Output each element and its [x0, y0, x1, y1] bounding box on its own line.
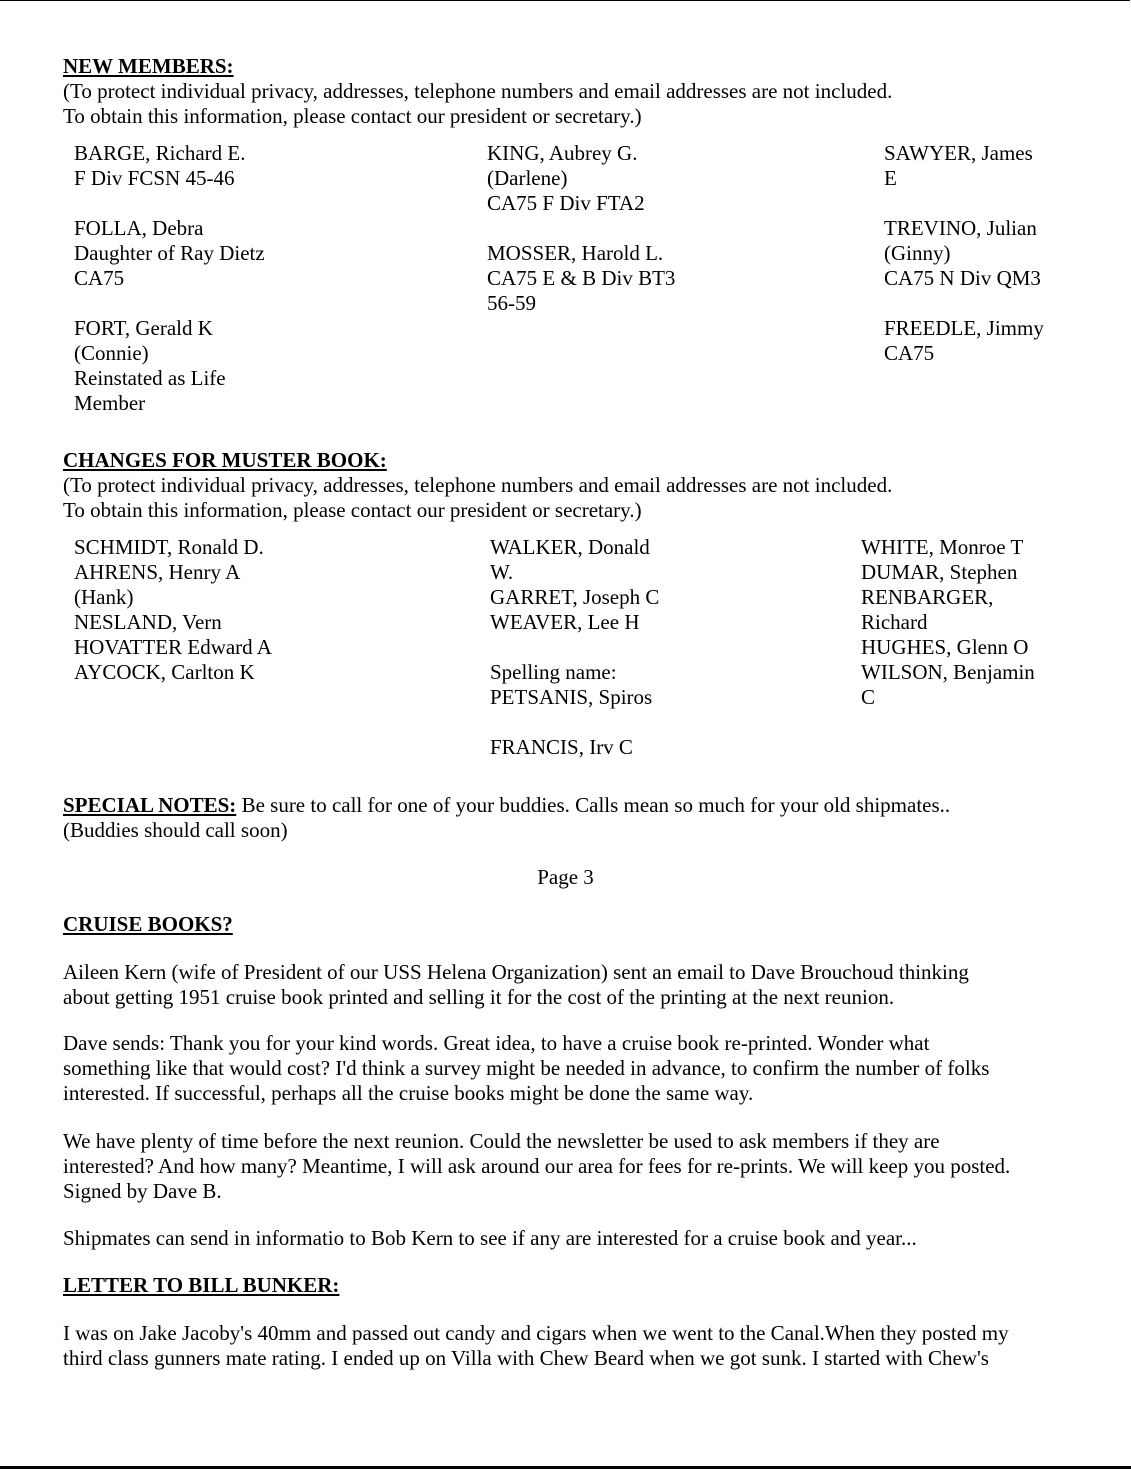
new-members-column-3: [884, 141, 1044, 366]
member-name: SAWYER, James: [884, 141, 1033, 165]
muster-entry: GARRET, Joseph C: [490, 585, 660, 609]
muster-changes-notice: [63, 473, 892, 523]
muster-entry: [490, 635, 659, 660]
paragraph-line: third class gunners mate rating. I ended up on Villa with Chew Beard when we got sunk. I started with Chew's: [63, 1346, 989, 1370]
member-entry: [74, 141, 265, 191]
muster-changes-column-2: [490, 535, 659, 760]
muster-entry: WALKER, Donald: [490, 535, 650, 559]
member-name: BARGE, Richard E.: [74, 141, 246, 165]
muster-entry: Richard: [861, 610, 928, 634]
member-detail: (Connie): [74, 341, 149, 365]
muster-changes-column-3: [861, 535, 1035, 710]
cruise-books-paragraph: [63, 960, 969, 1010]
page-number: Page 3: [537, 865, 594, 889]
new-members-column-2: [487, 141, 675, 316]
paragraph-line: I was on Jake Jacoby's 40mm and passed out candy and cigars when we went to the Canal.When they posted my: [63, 1321, 1009, 1345]
member-detail: Daughter of Ray Dietz: [74, 241, 265, 265]
member-name: TREVINO, Julian: [884, 216, 1037, 240]
member-entry: [884, 141, 1044, 191]
paragraph-line: interested. If successful, perhaps all the cruise books might be done the same way.: [63, 1081, 754, 1105]
member-entry: [884, 216, 1044, 291]
muster-entry: SCHMIDT, Ronald D.: [74, 535, 264, 559]
paragraph-line: about getting 1951 cruise book printed and selling it for the cost of the printing at the next reunion.: [63, 985, 895, 1009]
new-members-heading: NEW MEMBERS:: [63, 54, 234, 78]
new-members-notice: [63, 79, 892, 129]
member-detail: Member: [74, 391, 146, 415]
muster-changes-heading: CHANGES FOR MUSTER BOOK:: [63, 448, 387, 472]
paragraph-line: Signed by Dave B.: [63, 1179, 222, 1203]
member-name: KING, Aubrey G.: [487, 141, 638, 165]
letter-heading: LETTER TO BILL BUNKER:: [63, 1273, 340, 1297]
muster-entry: AYCOCK, Carlton K: [74, 660, 255, 684]
member-detail: CA75: [884, 341, 935, 365]
muster-entry: HUGHES, Glenn O: [861, 635, 1029, 659]
notice-line: To obtain this information, please contact our president or secretary.): [63, 498, 642, 522]
letter-body: [63, 1321, 1009, 1371]
notice-line: To obtain this information, please contact our president or secretary.): [63, 104, 642, 128]
member-detail: F Div FCSN 45-46: [74, 166, 235, 190]
muster-entry: Spelling name:: [490, 660, 617, 684]
member-detail: Reinstated as Life: [74, 366, 226, 390]
member-detail: (Ginny): [884, 241, 951, 265]
new-members-column-1: [74, 141, 265, 416]
muster-entry: AHRENS, Henry A: [74, 560, 241, 584]
cruise-books-paragraph: [63, 1226, 917, 1251]
muster-entry: [490, 710, 659, 735]
notice-line: (To protect individual privacy, addresses, telephone numbers and email addresses are not included.: [63, 79, 893, 103]
paragraph-line: Shipmates can send in informatio to Bob Kern to see if any are interested for a cruise book and year...: [63, 1226, 917, 1250]
member-entry: [884, 316, 1044, 366]
member-name: FORT, Gerald K: [74, 316, 213, 340]
member-entry: [487, 141, 675, 216]
member-entry: [487, 241, 675, 316]
member-name: FOLLA, Debra: [74, 216, 204, 240]
member-name: FREEDLE, Jimmy: [884, 316, 1044, 340]
member-detail: (Darlene): [487, 166, 568, 190]
cruise-books-paragraph: [63, 1031, 989, 1106]
member-detail: CA75: [74, 266, 125, 290]
member-name: MOSSER, Harold L.: [487, 241, 664, 265]
special-notes-heading: SPECIAL NOTES:: [63, 793, 237, 817]
member-detail: CA75 N Div QM3: [884, 266, 1041, 290]
muster-entry: RENBARGER,: [861, 585, 994, 609]
cruise-books-heading: CRUISE BOOKS?: [63, 912, 233, 936]
special-notes-text: (Buddies should call soon): [63, 818, 288, 842]
top-border: [0, 0, 1130, 1]
paragraph-line: Aileen Kern (wife of President of our USS Helena Organization) sent an email to Dave Brouchoud thinking: [63, 960, 969, 984]
muster-entry: PETSANIS, Spiros: [490, 685, 653, 709]
muster-entry: WILSON, Benjamin: [861, 660, 1035, 684]
muster-entry: C: [861, 685, 876, 709]
muster-entry: W.: [490, 560, 514, 584]
muster-entry: (Hank): [74, 585, 134, 609]
paragraph-line: We have plenty of time before the next reunion. Could the newsletter be used to ask members if they are: [63, 1129, 940, 1153]
member-detail: CA75 E & B Div BT3: [487, 266, 676, 290]
member-entry: [74, 316, 265, 416]
paragraph-line: something like that would cost? I'd think a survey might be needed in advance, to confirm the number of folks: [63, 1056, 990, 1080]
muster-entry: DUMAR, Stephen: [861, 560, 1018, 584]
muster-entry: WHITE, Monroe T: [861, 535, 1024, 559]
notice-line: (To protect individual privacy, addresses, telephone numbers and email addresses are not included.: [63, 473, 893, 497]
muster-changes-column-1: [74, 535, 272, 685]
member-entry: [74, 216, 265, 291]
paragraph-line: Dave sends: Thank you for your kind words. Great idea, to have a cruise book re-printed. Wonder what: [63, 1031, 930, 1055]
cruise-books-paragraph: [63, 1129, 1010, 1204]
special-notes: [63, 793, 950, 843]
muster-entry: HOVATTER Edward A: [74, 635, 272, 659]
muster-entry: WEAVER, Lee H: [490, 610, 640, 634]
muster-entry: NESLAND, Vern: [74, 610, 222, 634]
member-detail: CA75 F Div FTA2: [487, 191, 645, 215]
paragraph-line: interested? And how many? Meantime, I will ask around our area for fees for re-prints. We will keep you posted.: [63, 1154, 1011, 1178]
special-notes-text: Be sure to call for one of your buddies. Calls mean so much for your old shipmates..: [236, 793, 951, 817]
muster-entry: FRANCIS, Irv C: [490, 735, 633, 759]
member-detail: 56-59: [487, 291, 536, 315]
member-detail: E: [884, 166, 897, 190]
